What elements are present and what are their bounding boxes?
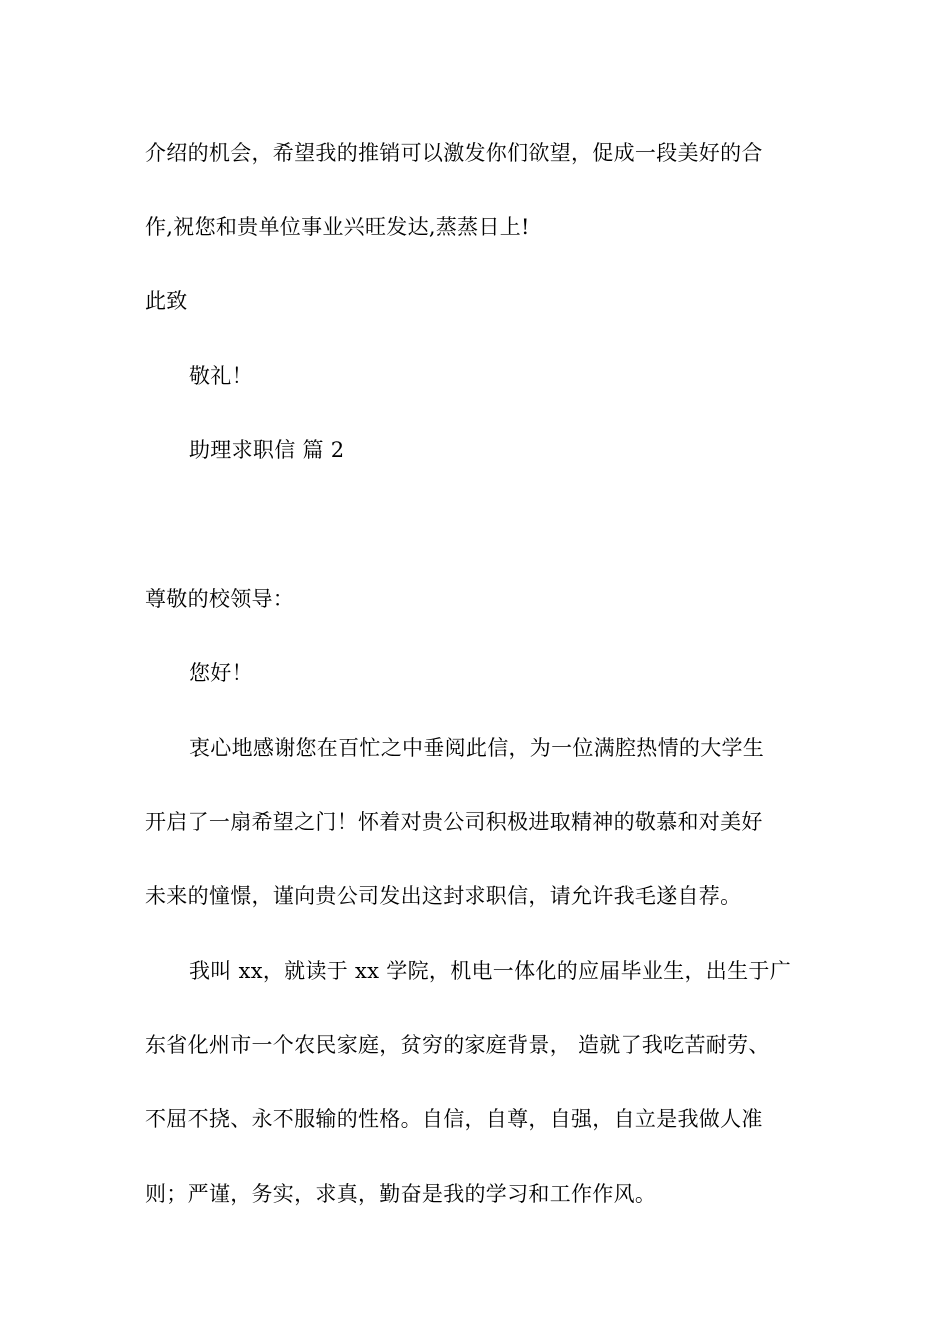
paragraph-line: 未来的憧憬，谨向贵公司发出这封求职信，请允许我毛遂自荐。: [145, 884, 742, 908]
paragraph-line: 作,祝您和贵单位事业兴旺发达,蒸蒸日上!: [145, 215, 530, 239]
greeting-recipient: 尊敬的校领导：: [145, 587, 295, 611]
paragraph-line: 东省化州市一个农民家庭，贫穷的家庭背景， 造就了我吃苦耐劳、: [145, 1033, 770, 1057]
paragraph-line: 不屈不挠、永不服输的性格。自信，自尊，自强，自立是我做人准: [145, 1107, 763, 1131]
paragraph-line: 开启了一扇希望之门！怀着对贵公司积极进取精神的敬慕和对美好: [145, 810, 763, 834]
greeting-line: 您好！: [189, 661, 253, 685]
paragraph-line: 我叫 xx，就读于 xx 学院，机电一体化的应届毕业生，出生于广: [189, 959, 791, 983]
paragraph-line: 衷心地感谢您在百忙之中垂阅此信，为一位满腔热情的大学生: [189, 736, 765, 760]
closing-line: 此致: [145, 289, 188, 313]
section-heading: 助理求职信 篇 2: [189, 438, 345, 462]
paragraph-line: 介绍的机会，希望我的推销可以激发你们欲望，促成一段美好的合: [145, 141, 763, 165]
salutation-closing: 敬礼！: [189, 364, 253, 388]
paragraph-line: 则；严谨，务实，求真，勤奋是我的学习和工作作风。: [145, 1182, 657, 1206]
